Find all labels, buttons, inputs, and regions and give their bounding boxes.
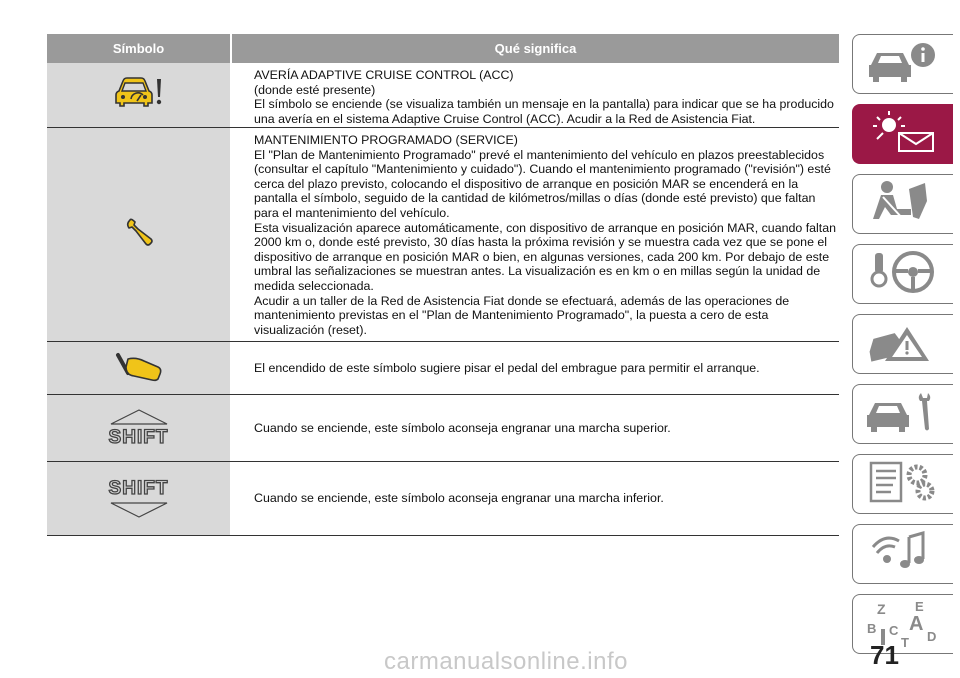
car-info-icon: [863, 39, 943, 90]
steering-wheel-icon: [863, 249, 943, 300]
table-header: [47, 34, 839, 63]
page-number: 71: [870, 640, 899, 670]
symbol-cell: [47, 128, 230, 341]
tab-car-info[interactable]: [852, 34, 953, 94]
table-row: [47, 128, 839, 342]
specs-gears-icon: [863, 459, 943, 510]
shift-label: SHIFT: [108, 426, 169, 448]
symbol-cell: [47, 63, 230, 127]
row-text: El encendido de este símbolo sugiere pisar el pedal del embrague para permitir el arranque.: [254, 360, 760, 375]
table-row: [47, 63, 839, 128]
index-letters-icon: Z E B A C D T: [867, 599, 937, 650]
emergency-icon: [863, 319, 943, 370]
seat-safety-icon: [863, 179, 943, 230]
symbol-cell: [47, 395, 230, 461]
chapter-tabs: [852, 34, 956, 664]
shift-label: SHIFT: [108, 478, 169, 499]
warning-lights-icon: [863, 109, 943, 160]
header-meaning: Qué significa: [232, 34, 839, 63]
car-maintenance-icon: [863, 389, 943, 440]
tab-warning-lights[interactable]: [852, 104, 953, 164]
watermark: carmanualsonline.info: [384, 648, 628, 675]
row-text: Cuando se enciende, este símbolo aconseja engranar una marcha inferior.: [254, 491, 664, 506]
row-text: AVERÍA ADAPTIVE CRUISE CONTROL (ACC) (donde esté presente) El símbolo se enciende (se visualiza también un mensaje en la pantalla) para indicar que se ha producido una avería en el sistema Adaptive Cruise Control (ACC). Acudir a la Red de Asistencia Fiat.: [254, 68, 834, 126]
wrench-icon: [124, 217, 154, 252]
table-row: [47, 462, 839, 536]
table-row: [47, 342, 839, 395]
tab-driving[interactable]: [852, 244, 953, 304]
symbols-table: [47, 34, 839, 536]
symbol-cell: [47, 462, 230, 535]
acc-failure-icon: [113, 73, 165, 118]
tab-emergency[interactable]: [852, 314, 953, 374]
tab-safety[interactable]: [852, 174, 953, 234]
tab-specs[interactable]: [852, 454, 953, 514]
tab-maintenance[interactable]: [852, 384, 953, 444]
multimedia-icon: [863, 529, 943, 580]
table-row: [47, 395, 839, 462]
shift-down-icon: [109, 478, 169, 519]
header-symbol: Símbolo: [47, 34, 230, 63]
tab-index[interactable]: [852, 594, 953, 654]
row-text: MANTENIMIENTO PROGRAMADO (SERVICE) El "Plan de Mantenimiento Programado" prevé el mantenimiento del vehículo en plazos preestablecidos (consultar el capítulo "Mantenimiento y cuidado"). Cuando el mantenimiento programado ("revisión") esté cerca del plazo previsto, colocando el dispositivo de arranque en posición MAR se encenderá en la pantalla el símbolo, seguido de la cantidad de kilómetros/millas o días (donde esté previsto) que faltan para el mantenimiento del vehículo. Esta visualización aparece automáticamente, con dispositivo de arranque en posición MAR, cuando faltan 2000 km o, donde esté previsto, 30 días hasta la próxima revisión y se muestra cada vez que se pone el dispositivo de arranque en posición MAR o bien, en algunas versiones, cada 200 km. Por debajo de este umbral las señalizaciones se muestran antes. La visualización es en km o en millas según la unidad de medida seleccionada. Acudir a un taller de la Red de Asistencia Fiat donde se efectuará, además de las operaciones de mantenimiento previstas en el "Plan de Mantenimiento Programado", la puesta a cero de esta visualización (reset).: [254, 133, 837, 337]
clutch-pedal-icon: [114, 349, 164, 388]
shift-up-icon: [109, 408, 169, 449]
tab-multimedia[interactable]: [852, 524, 953, 584]
row-text: Cuando se enciende, este símbolo aconseja engranar una marcha superior.: [254, 420, 671, 435]
symbol-cell: [47, 342, 230, 394]
